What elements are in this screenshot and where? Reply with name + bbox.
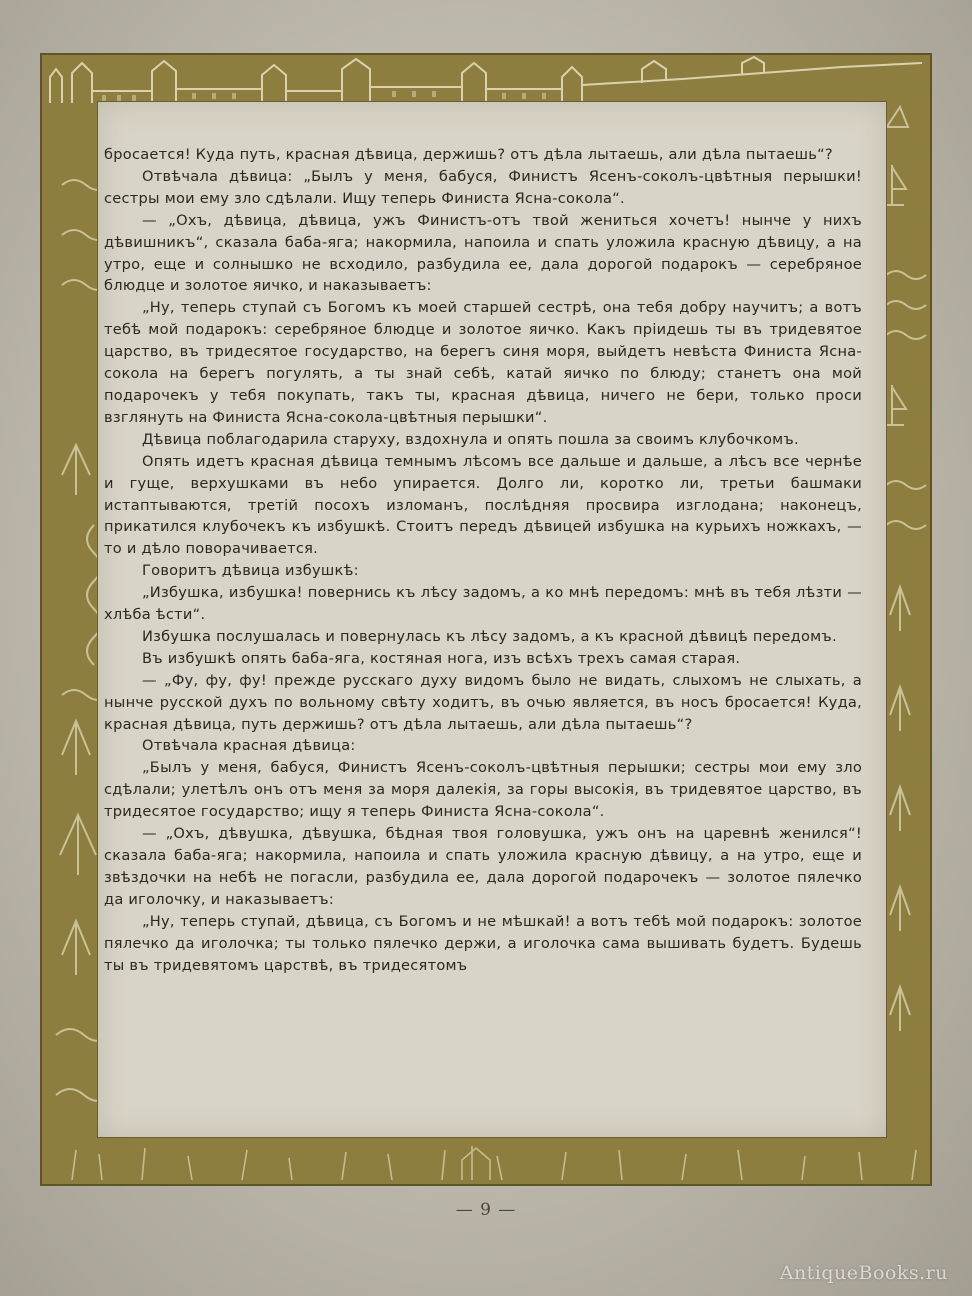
page-number: — 9 — — [455, 1200, 517, 1220]
paragraph: бросается! Куда путь, красная дѣвица, держишь? отъ дѣла лытаешь, али дѣла пытаешь“? — [104, 146, 833, 163]
paragraph: Отвѣчала красная дѣвица: — [142, 737, 356, 755]
city-walls-illustration — [50, 57, 922, 103]
paragraph: — „Охъ, дѣвица, дѣвица, ужъ Финистъ-отъ твой жениться хочетъ! нынче у нихъ дѣвишникъ“, сказала баба-яга; накормила, напоила и спать уложила красную дѣвицу, а на утро, еще и солнышко не всходило, разбудила ее, дала дорогой подарокъ — серебряное блюдце и золотое яичко, и наказываетъ: — [104, 211, 862, 295]
paragraph: „Ну, теперь ступай съ Богомъ къ моей старшей сестрѣ, она тебя добру научитъ; а вотъ тебѣ мой подарокъ: серебряное блюдце и золотое яичко. Какъ пріидешь ты въ тридевятое царство, въ тридесятое государство, на берегъ синя моря, выйдетъ невѣста Финиста Ясна-сокола на берегъ погулять, а ты знай себѣ, катай яичко по блюду; станетъ она мой подарочекъ у тебя покупать, такъ ты, красная дѣвица, ничего не бери, только проси взглянуть на Финиста Ясна-сокола-цвѣтныя перышки“. — [104, 299, 862, 426]
paragraph: Избушка послушалась и повернулась къ лѣсу задомъ, а къ красной дѣвицѣ передомъ. — [142, 627, 837, 645]
watermark: AntiqueBooks.ru — [779, 1262, 948, 1284]
paragraph: „Былъ у меня, бабуся, Финистъ Ясенъ-соколъ-цвѣтныя перышки; сестры мои ему зло сдѣлали; улетѣлъ онъ отъ меня за моря далекія, за горы высокія, въ тридевятое царство, въ тридесятое государство; ищу я теперь Финиста Ясна-сокола“. — [104, 759, 862, 821]
paragraph: Опять идетъ красная дѣвица темнымъ лѣсомъ все дальше и дальше, а лѣсъ все чернѣе и гуще, верхушками въ небо упирается. Долго ли, коротко ли, третьи башмаки истаптываются, третій посохъ изломанъ, послѣдняя просвира изглодана; наконецъ, прикатился клубочекъ къ избушкѣ. Стоитъ передъ дѣвицей избушка на курьихъ ножкахъ, — то и дѣло поворачивается. — [104, 452, 862, 558]
paragraph: „Избушка, избушка! повернись къ лѣсу задомъ, а ко мнѣ передомъ: мнѣ въ тебя лѣзти — хлѣба ѣсти“. — [104, 584, 862, 624]
paragraph: Говоритъ дѣвица избушкѣ: — [142, 562, 359, 580]
right-border-pattern — [882, 107, 926, 1031]
paragraph: Въ избушкѣ опять баба-яга, костяная нога, изъ всѣхъ трехъ самая старая. — [142, 649, 741, 667]
page-body-text — [104, 144, 862, 976]
bottom-border-pattern — [72, 1146, 916, 1180]
paragraph: — „Охъ, дѣвушка, дѣвушка, бѣдная твоя головушка, ужъ онъ на царевнѣ женился“! сказала баба-яга; накормила, напоила и спать уложила красную дѣвицу, а на утро, еще и звѣздочки на небѣ не погасли, разбудила ее, дала дорогой подарочекъ — золотое пялечко да иголочку, и наказываетъ: — [104, 825, 862, 908]
paragraph: Отвѣчала дѣвица: „Былъ у меня, бабуся, Финистъ Ясенъ-соколъ-цвѣтныя перышки! сестры мои ему зло сдѣлали. Ищу теперь Финиста Ясна-сокола“. — [104, 167, 862, 207]
paragraph: Дѣвица поблагодарила старуху, вздохнула и опять пошла за своимъ клубочкомъ. — [142, 430, 799, 448]
paragraph: „Ну, теперь ступай, дѣвица, съ Богомъ и не мѣшкай! а вотъ тебѣ мой подарокъ: золотое пялечко да иголочка; ты только пялечко держи, а иголочка сама вышивать будетъ. Будешь ты въ тридевятомъ царствѣ, въ тридесятомъ — [104, 912, 862, 974]
paragraph: — „Фу, фу, фу! прежде русскаго духу видомъ было не видать, слыхомъ не слыхать, а нынче русской духъ по вольному свѣту ходитъ, въ очью является, въ носъ бросается! Куда, красная дѣвица, путь держишь? отъ дѣла лытаешь, али дѣла пытаешь“? — [104, 671, 862, 733]
